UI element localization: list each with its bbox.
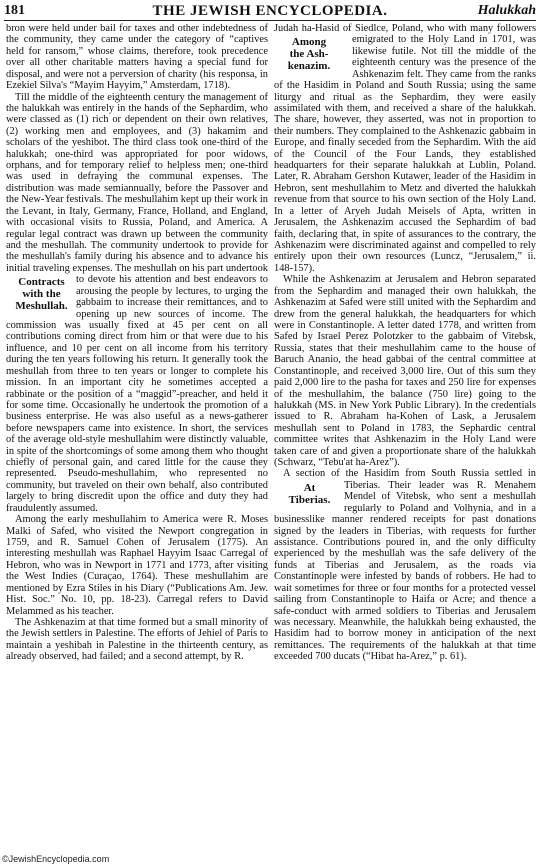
page-header [4, 2, 536, 21]
side-heading-line: Meshullah. [15, 300, 68, 313]
side-heading-line: the Ash- [289, 48, 329, 61]
page-footer [2, 853, 109, 865]
entry-word: Halukkah [477, 3, 536, 18]
running-title: THE JEWISH ENCYCLOPEDIA. [152, 3, 388, 19]
side-heading [274, 482, 336, 506]
site-name: JewishEncyclopedia.com [8, 854, 110, 864]
copyright-symbol: © [2, 854, 9, 864]
left-column [6, 23, 268, 853]
side-heading-line: At [303, 481, 316, 494]
paragraph: Till the middle of the eighteenth century the management of the halukkah was entirely in the hands of the Sephardim, who were classed as (1) rich or dependent on their own relatives, (2) working men and employees, and (3) hakamim and scholars of the yeshibot. The third class took one-third of the halukkah; one-third was appropriated for poor widows, orphans, and for temporary relief to helpless men; one-third was used in defraying the communal expenses. The distribution was made semiannually, before the Passover and the New-Year festivals. The meshullahim kept up their work in the Levant, in Italy, Germany, France, Holland, and England, with occasional visits to Russia, Poland, and America. A regular legal contract was drawn up between the community and the meshullah. The community undertook to provide for the meshullah's family during his absence and to advance his initial traveling expenses. The meshullah on his part un Contracts with the Meshullah. dertook to devote his attention and best endeavors to arousing the people by lectures, to urging the gabbaim to increase their remittances, and to opening up new sources of income. The commission was usually fixed at 45 per cent on all contributions coming direct from him or that were due to his influence, and 10 per cent on all income from his territory during the ten years following his return. It generally took the meshullah from three to ten years or longer to complete his mission. In an important city he sometimes accepted a rabbinate or the position of a “maggid”-preacher, and held it for some time. Occasionally he undertook the promotion of a business enterprise. He was also useful as a news-gatherer before newspapers came into existence. In short, the services of the average old-style meshullahim were distinctly valuable, in spite of the shortcomings of some among them who thought chiefly of personal gain, and cared little for the cause they represented. Pseudo-meshullahim, who represented no community, but traveled on their own behalf, also contributed largely to bring discredit upon the office and duty they had fraudulently assumed. [6, 91, 268, 514]
paragraph: The Ashkenazim at that time formed but a small minority of the Jewish settlers in Palestine. The efforts of Jehiel of Paris to maintain a yeshibah in Palestine in the thirteenth century, as already observed, had failed; and a second attempt, by R. [6, 616, 268, 663]
page-number: 181 [4, 3, 25, 18]
paragraph: bron were held under bail for taxes and other indebtedness of the community, they came under the category of “captives held for ransom,” whose claims, therefore, took precedence over all other charitable matters having a special fund for disposal, and were not a perversion of charity (his responsa, in Ezekiel Silva's “Mayim Hayyim,” Amsterdam, 1718). [6, 23, 268, 92]
side-heading-line: Contracts [18, 276, 65, 289]
paragraph: While the Ashkenazim at Jerusalem and Hebron separated from the Sephardim and managed their own halukkah, the Ashkenazim at Safed were still united with the Sephardim and drew from the general halukkah, the headquarters for which were in Constantinople. A letter dated 1778, and written from Safed by Israel Perez Polotzker to the gabbaim of Vitebsk, Russia, states that their meshullahim came to the house of Baruch Ananio, the head gabbai of the central committee at Constantinople, and received 3,000 lire. Out of this sum they paid 2,000 lire to the pasha for taxes and 250 lire for expenses of the meshullahim, the balance (750 lire) going to the halukkah (MS. in New York Public Library). In the credentials issued to R. Abraham ha-Kohen of Lask, a Jerusalem meshullah sent to Poland in 1783, the Sephardic central committee writes that Ashkenazim in the Holy Land were taken care of and given a proportionate share of the halukkah (Schwarz, “Tebu'at ha-Arez”). [274, 274, 536, 469]
paragraph: A section of the Hasidim from South Russia settled in Tiberias. Their leader was R. Menahem At Tiberias. Mendel of Vitebsk, who sent a meshullah regularly to Poland and Volhynia, and in a businesslike manner rendered receipts for past donations signed by the leaders in Tiberias, with requests for further assistance. Contributions poured in, and the only difficulty experienced by the meshullah was the safe delivery of the funds at Tiberias and Jerusalem, as the roads via Constantinople were infested by bands of robbers. He had to wait sometimes for three or four months for a protected vessel sailing from Constantinople to Haifa or Acre; and thence a safe-conduct with armed soldiers to Tiberias and Jerusalem was necessary. Meanwhile, the halukkah being exhausted, the Hasidim had to borrow money in anticipation of the next remittances. The requirements of the halukkah at that time exceeded 700 ducats (“Hibat ha-Arez,” p. 61). [274, 468, 536, 663]
side-heading [274, 36, 344, 72]
side-heading-line: Tiberias. [288, 493, 331, 506]
side-heading-line: with the [22, 288, 61, 301]
paragraph: Among the early meshullahim to America were R. Moses Malki of Safed, who visited the Newport congregation in 1759, and R. Samuel Cohen of Jerusalem (1775). An interesting meshullah was Raphael Hayyim Isaac Carregal of Hebron, who was in Newport in 1771 and 1773, after visiting the West Indies (Curaçao, 1764). These meshullahim are mentioned by Ezra Stiles in his Diary (“Publications Am. Jew. Hist. Soc.” No. 10, pp. 18-23). Carregal refers to David Melammed as his teacher. [6, 514, 268, 617]
paragraph: Judah ha-Hasid of Siedlce, Poland, who with many followers emigrated to the Holy Land in 1701, Among the Ash- kenazim. was likewise futile. Not till the middle of the eighteenth century was the presence of the Ashkenazim felt. They came from the ranks of the Hasidim in Poland and South Russia; using the same liturgy and ritual as the Sephardim, they were easily assimilated with them, and received a share of the halukkah. The share, however, they asserted, was not in proportion to their numbers. They complained to the Ashkenazic gabbaim in Europe, and finally seceded from the Sephardim. With the aid of the Council of the Four Lands, they established headquarters for their separate halukkah at Lublin, Poland. Later, R. Abraham Gershon Kutawer, leader of the Hasidim in Hebron, sent meshullahim to Metz and diverted the halukkah revenue from that source to his own section of the Holy Land. In a letter of Aryeh Judah Meisels of Apta, written in Jerusalem, the Ashkenazim accused the Sephardim of bad faith, declaring that, in spite of assurances to the contrary, the Ashkenazim were discriminated against and compelled to rely entirely upon their own resources (Luncz, “Jerusalem,” ii. 148-157). [274, 23, 536, 274]
side-heading-line: Among [291, 36, 327, 49]
side-heading-line: kenazim. [287, 60, 331, 73]
right-column [274, 23, 536, 853]
side-heading [6, 276, 68, 312]
